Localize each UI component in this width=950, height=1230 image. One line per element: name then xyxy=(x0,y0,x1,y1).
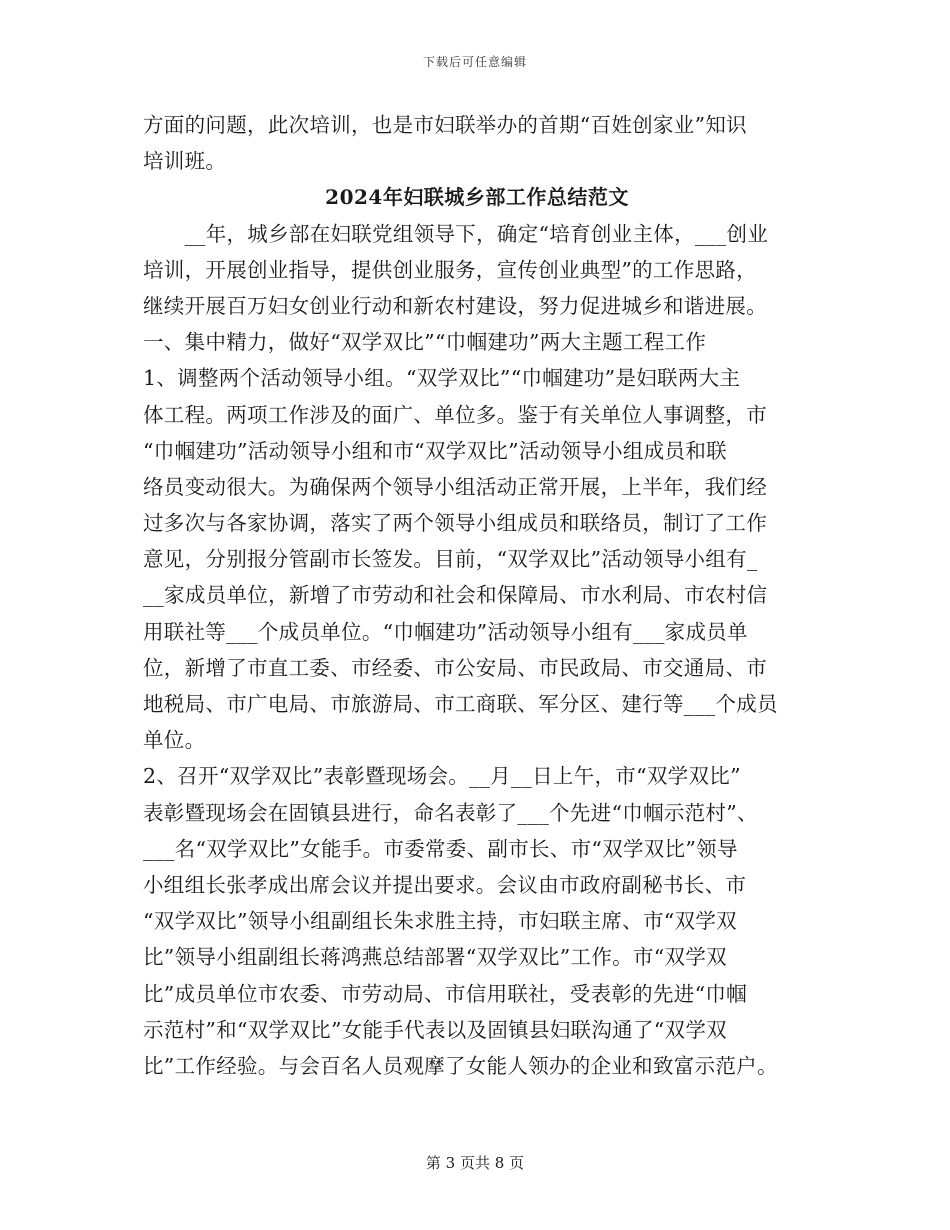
page-header: 下载后可任意编辑 xyxy=(422,55,527,69)
text-line: 培训班。 xyxy=(143,149,227,174)
text-line: 单位。 xyxy=(143,728,206,753)
page-footer: 第 3 页共 8 页 xyxy=(425,1154,525,1172)
text-line: 继续开展百万妇女创业行动和新农村建设，努力促进城乡和谐进展。 xyxy=(143,293,767,318)
text-line: 培训，开展创业指导，提供创业服务，宣传创业典型”的工作思路， xyxy=(143,257,757,282)
text-line: 地税局、市广电局、市旅游局、市工商联、军分区、建行等___个成员 xyxy=(143,692,778,716)
text-line: ___名“双学双比”女能手。市委常委、副市长、市“双学双比”领导 xyxy=(143,836,738,861)
text-line: __年，城乡部在妇联党组领导下，确定“培育创业主体，___创业 xyxy=(143,221,769,246)
text-line: 比”领导小组副组长蒋鸿燕总结部署“双学双比”工作。市“双学双 xyxy=(143,945,727,970)
text-line: 意见，分别报分管副市长签发。目前，“双学双比”活动领导小组有_ xyxy=(143,547,758,572)
text-line: 位，新增了市直工委、市经委、市公安局、市民政局、市交通局、市 xyxy=(143,655,767,680)
text-line: 过多次与各家协调，落实了两个领导小组成员和联络员，制订了工作 xyxy=(143,511,767,536)
text-line: “巾帼建功”活动领导小组和市“双学双比”活动领导小组成员和联 xyxy=(143,438,727,463)
text-line: 方面的问题，此次培训，也是市妇联举办的首期“百姓创家业”知识 xyxy=(143,113,747,137)
text-line: 体工程。两项工作涉及的面广、单位多。鉴于有关单位人事调整，市 xyxy=(143,402,767,427)
document-body xyxy=(143,107,811,1084)
text-line: 小组组长张孝成出席会议并提出要求。会议由市政府副秘书长、市 xyxy=(143,872,747,897)
text-line: 表彰暨现场会在固镇县进行，命名表彰了___个先进“巾帼示范村”、 xyxy=(143,800,758,825)
text-line: 用联社等___个成员单位。“巾帼建功”活动领导小组有___家成员单 xyxy=(143,619,748,644)
text-line: 1、调整两个活动领导小组。“双学双比”“巾帼建功”是妇联两大主 xyxy=(143,366,741,391)
text-line: 示范村”和“双学双比”女能手代表以及固镇县妇联沟通了“双学双 xyxy=(143,1017,727,1042)
text-line: __家成员单位，新增了市劳动和社会和保障局、市水利局、市农村信 xyxy=(143,583,768,608)
text-line: 2、召开“双学双比”表彰暨现场会。__月__日上午，市“双学双比” xyxy=(143,764,741,789)
text-line: 络员变动很大。为确保两个领导小组活动正常开展，上半年，我们经 xyxy=(143,474,767,499)
text-line: 比”成员单位市农委、市劳动局、市信用联社，受表彰的先进“巾帼 xyxy=(143,981,747,1006)
text-line: “双学双比”领导小组副组长朱求胜主持，市妇联主席、市“双学双 xyxy=(143,909,737,934)
document-title: 2024年妇联城乡部工作总结范文 xyxy=(325,185,629,210)
text-line: 一、集中精力，做好“双学双比”“巾帼建功”两大主题工程工作 xyxy=(143,330,707,355)
text-line: 比”工作经验。与会百名人员观摩了女能人领办的企业和致富示范户。 xyxy=(143,1053,778,1078)
